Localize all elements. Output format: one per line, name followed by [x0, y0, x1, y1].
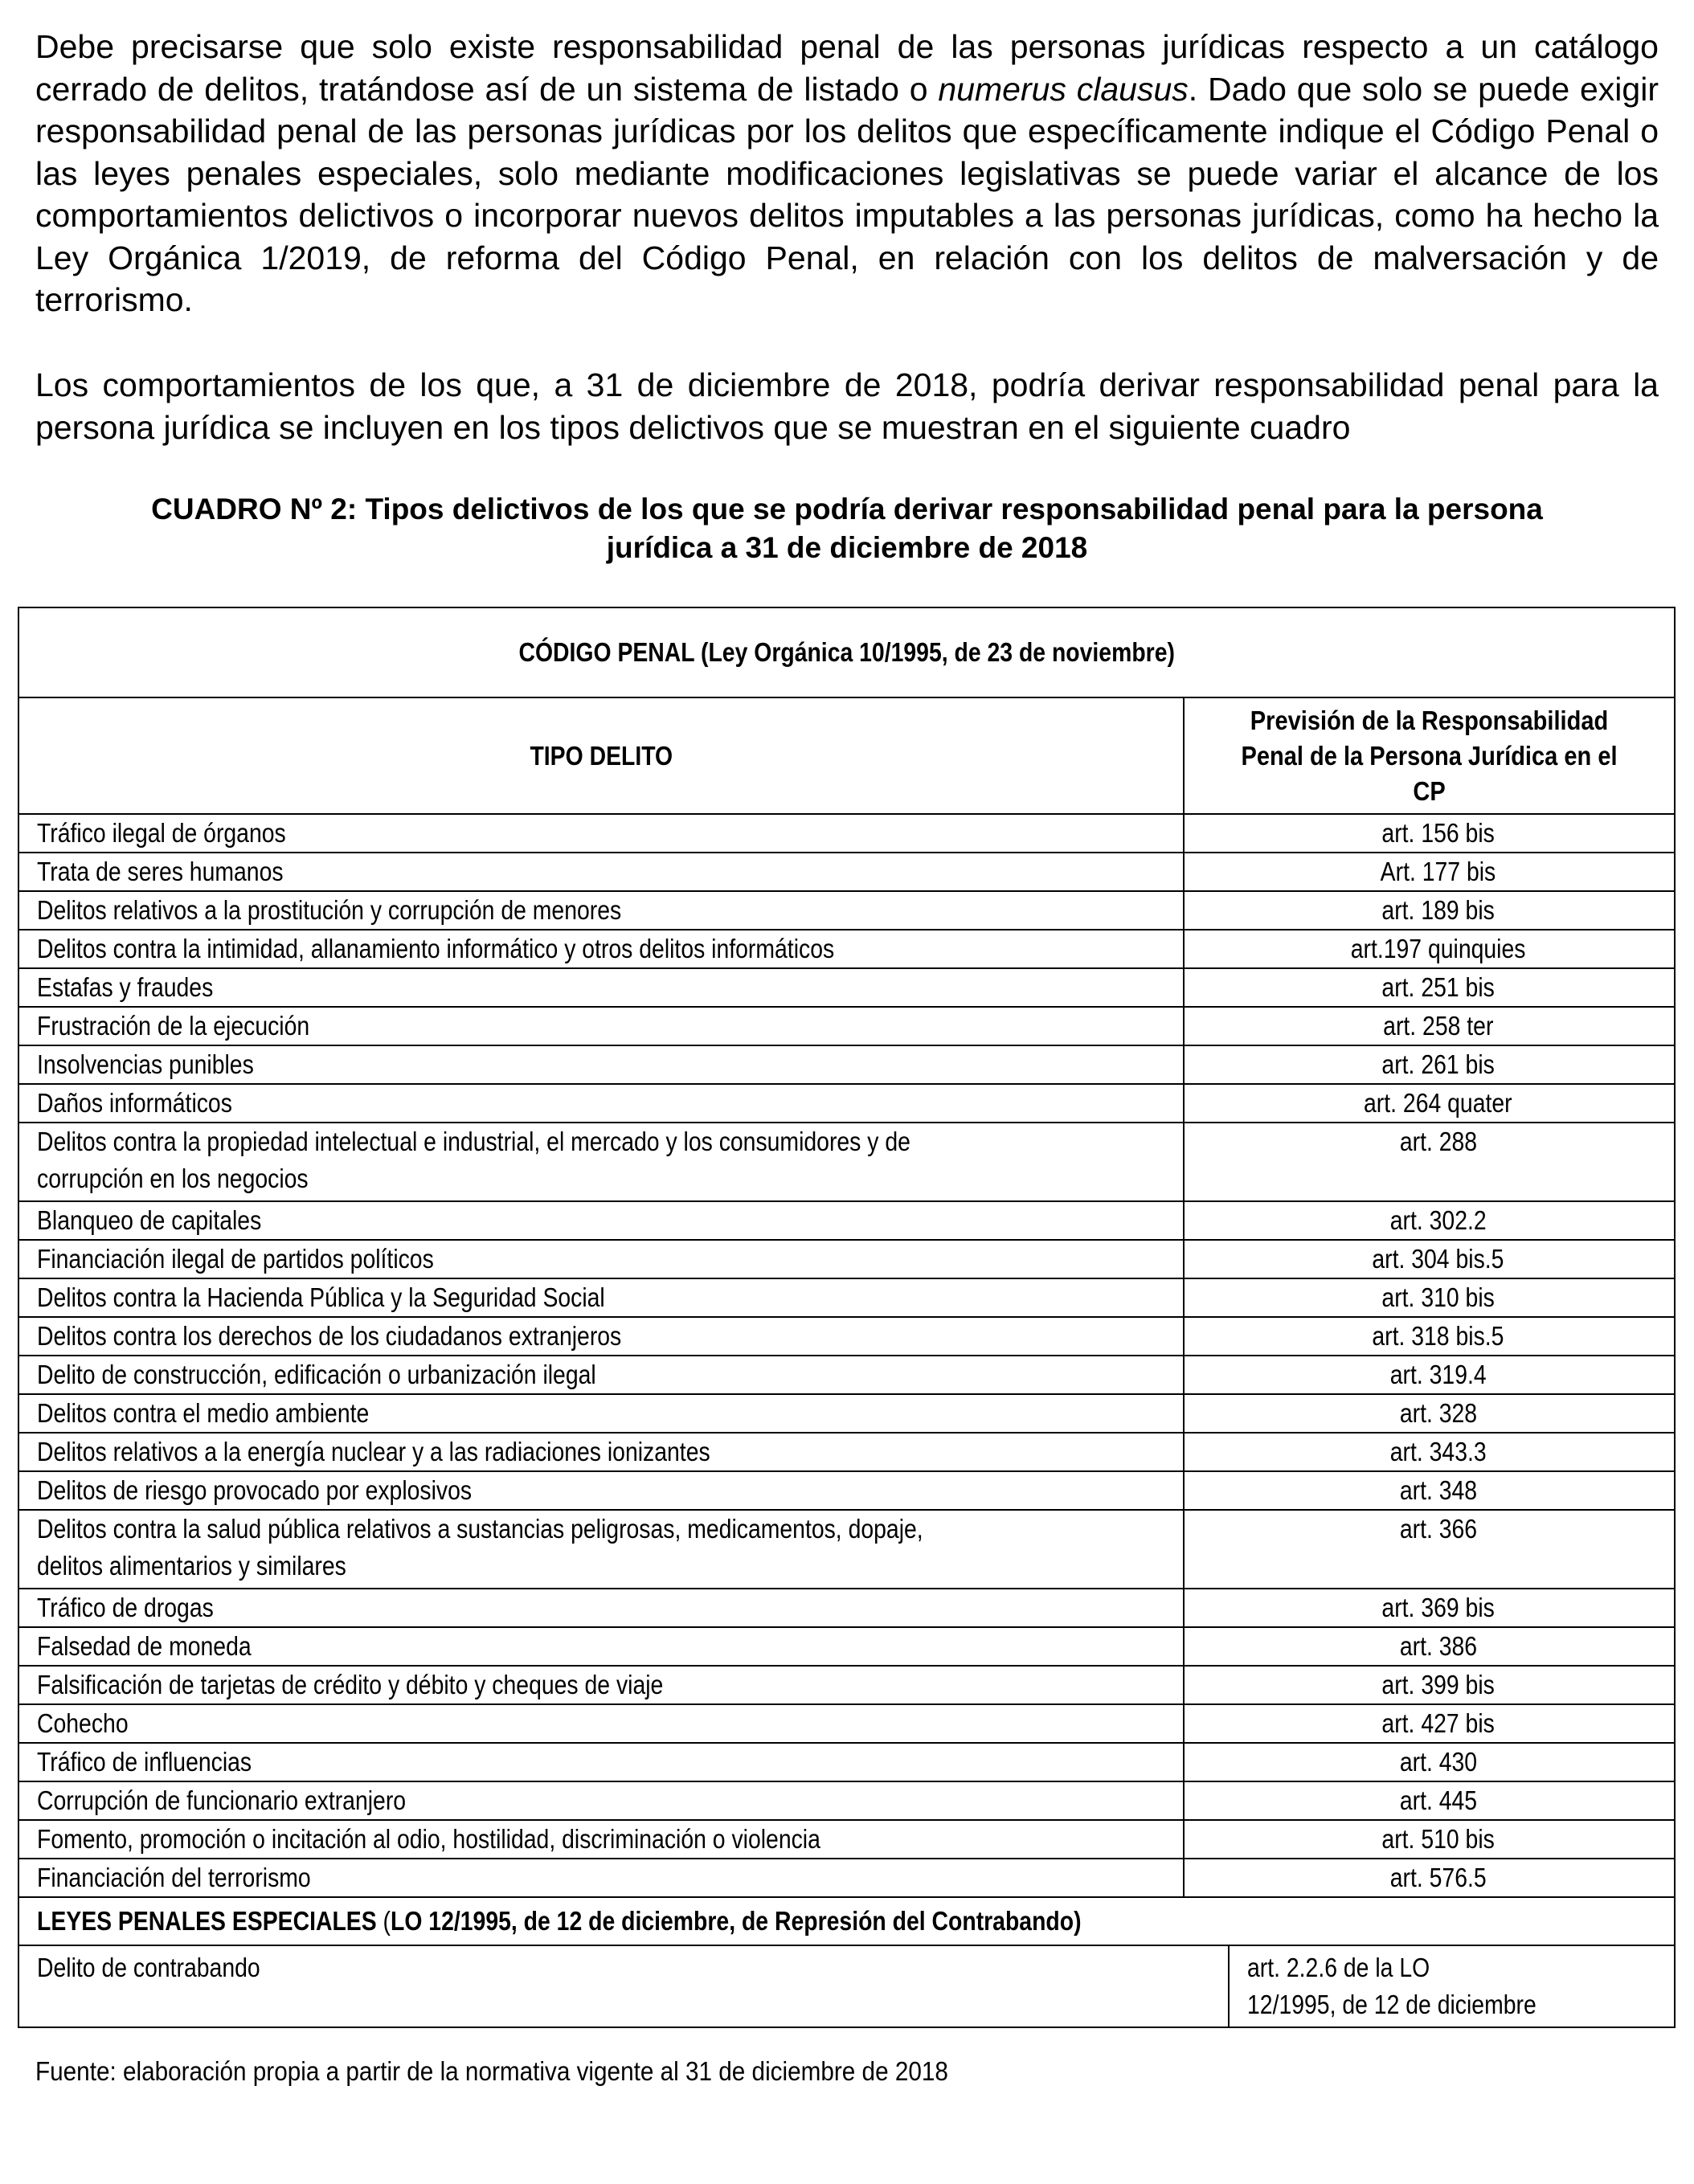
articulo-text: art. 369 bis	[1381, 1593, 1495, 1622]
tipo-delito-text: Delitos relativos a la energía nuclear y a las radiaciones ionizantes	[37, 1437, 710, 1466]
special-laws-bold: LEYES PENALES ESPECIALES	[37, 1906, 377, 1936]
articulo-text: art. 445	[1399, 1785, 1477, 1815]
tipo-delito-cell	[18, 1510, 1184, 1589]
special-laws-heading	[18, 1897, 1675, 1945]
tipo-delito-text: Blanqueo de capitales	[37, 1205, 262, 1235]
tipo-delito-text: Tráfico de influencias	[37, 1747, 252, 1777]
caption-line: jurídica a 31 de diciembre de 2018	[606, 531, 1088, 564]
tipo-delito-text: Delito de construcción, edificación o urbanización ilegal	[37, 1360, 596, 1389]
articulo-cell	[1184, 1045, 1675, 1084]
tipo-delito-text: Delitos contra la Hacienda Pública y la Seguridad Social	[37, 1282, 605, 1312]
header-text: Previsión de la Responsabilidad Penal de la Persona Jurídica en el CP	[1241, 705, 1618, 806]
articulo-cell	[1184, 1240, 1675, 1278]
table-title	[18, 607, 1675, 697]
articulo-text: art. 156 bis	[1381, 818, 1495, 848]
tipo-delito-cell	[18, 968, 1184, 1007]
table-row	[18, 1627, 1675, 1666]
articulo-cell	[1184, 1859, 1675, 1897]
table-row	[18, 1356, 1675, 1394]
table-title-row	[18, 607, 1675, 697]
table-row	[18, 968, 1675, 1007]
table-row	[18, 1471, 1675, 1510]
articulo-cell	[1184, 1433, 1675, 1471]
tipo-delito-text: Estafas y fraudes	[37, 972, 214, 1002]
tipo-delito-text: Daños informáticos	[37, 1088, 232, 1118]
tipo-delito-text: corrupción en los negocios	[37, 1164, 309, 1193]
table-row	[18, 1820, 1675, 1859]
paragraph-text: . Dado que solo se puede exigir responsabilidad penal de las personas jurídicas por los delitos que específicamente indique el Código Penal o las leyes penales especiales, solo mediante modificaciones legislativas se puede variar el alcance de los comportamientos delictivos o incorporar nuevos delitos imputables a las personas jurídicas, como ha hecho la Ley Orgánica 1/2019, de reforma del Código Penal, en relación con los delitos de malversación y de terrorismo.	[35, 70, 1659, 318]
articulo-text: art. 576.5	[1389, 1863, 1487, 1892]
caption-line: CUADRO Nº 2: Tipos delictivos de los que se podría derivar responsabilidad penal para la persona	[151, 493, 1543, 526]
table-row	[18, 1859, 1675, 1897]
tipo-delito-text: Financiación del terrorismo	[37, 1863, 311, 1892]
tipo-delito-cell	[18, 853, 1184, 891]
articulo-cell	[1184, 930, 1675, 968]
header-text: TIPO DELITO	[530, 740, 673, 771]
tipo-delito-text: Tráfico ilegal de órganos	[37, 818, 286, 848]
second-paragraph: Los comportamientos de los que, a 31 de diciembre de 2018, podría derivar responsabilidad penal para la persona jurídica se incluyen en los tipos delictivos que se muestran en el siguiente cuadro	[35, 366, 1659, 446]
articulo-text: art. 399 bis	[1381, 1670, 1495, 1699]
articulo-text: art. 258 ter	[1382, 1011, 1494, 1041]
tipo-delito-text: Trata de seres humanos	[37, 857, 284, 886]
table-row	[18, 1045, 1675, 1084]
tipo-delito-text: Delitos relativos a la prostitución y corrupción de menores	[37, 895, 622, 925]
articulo-text: art. 251 bis	[1381, 972, 1495, 1002]
articulo-text: art. 366	[1399, 1514, 1477, 1544]
special-laws-bold: LO 12/1995, de 12 de diciembre, de Represión del Contrabando)	[391, 1906, 1082, 1936]
articulo-cell	[1184, 1666, 1675, 1704]
source-note	[35, 2053, 1050, 2090]
tipo-delito-text: Cohecho	[37, 1708, 129, 1738]
articulo-cell	[1184, 1007, 1675, 1045]
articulo-cell	[1184, 1084, 1675, 1123]
articulo-text: art. 427 bis	[1381, 1708, 1495, 1738]
articulo-cell	[1184, 1820, 1675, 1859]
tipo-delito-cell	[18, 1471, 1184, 1510]
table-caption	[35, 490, 1659, 567]
articulo-text: art.197 quinquies	[1350, 934, 1526, 963]
tipo-delito-text: delitos alimentarios y similares	[37, 1551, 346, 1581]
tipo-delito-text: Insolvencias punibles	[37, 1049, 254, 1079]
tipo-delito-cell	[18, 1084, 1184, 1123]
contrabando-row	[18, 1945, 1675, 2027]
tipo-delito-text: Corrupción de funcionario extranjero	[37, 1785, 407, 1815]
articulo-cell	[1184, 1201, 1675, 1240]
header-prevision	[1184, 697, 1675, 814]
tipo-delito-cell	[18, 930, 1184, 968]
tipo-delito-cell	[18, 1704, 1184, 1743]
tipo-delito-cell	[18, 1627, 1184, 1666]
table-row	[18, 814, 1675, 853]
tipo-delito-cell	[18, 1589, 1184, 1627]
articulo-text: Art. 177 bis	[1380, 857, 1496, 886]
tipo-delito-text: Fomento, promoción o incitación al odio, hostilidad, discriminación o violencia	[37, 1824, 820, 1854]
articulo-text: art. 510 bis	[1381, 1824, 1495, 1854]
articulo-cell	[1184, 1278, 1675, 1317]
tipo-delito-text: Frustración de la ejecución	[37, 1011, 310, 1041]
tipo-delito-text: Delitos contra la intimidad, allanamiento informático y otros delitos informáticos	[37, 934, 835, 963]
articulo-cell	[1184, 891, 1675, 930]
table-row	[18, 1123, 1675, 1201]
articulo-text: art. 261 bis	[1381, 1049, 1495, 1079]
articulo-text: art. 386	[1399, 1631, 1477, 1661]
special-laws-text	[37, 1903, 1082, 1940]
tipo-delito-cell	[18, 1945, 1229, 2027]
tipo-delito-text: Falsedad de moneda	[37, 1631, 252, 1661]
tipo-delito-text: Delitos contra la propiedad intelectual e industrial, el mercado y los consumidores y de	[37, 1127, 910, 1156]
tipo-delito-text: Delitos de riesgo provocado por explosivos	[37, 1475, 473, 1505]
table-row	[18, 1394, 1675, 1433]
articulo-cell	[1184, 1704, 1675, 1743]
intro-paragraph	[35, 26, 1659, 321]
tipo-delito-cell	[18, 1317, 1184, 1356]
paragraph-text: Debe precisarse que solo existe responsabilidad penal de las personas jurídicas respecto a un catálogo cerrado de delitos, tratándose así de un sistema de listado o	[35, 28, 1659, 108]
table-row	[18, 1781, 1675, 1820]
tipo-delito-text: Financiación ilegal de partidos políticos	[37, 1244, 434, 1274]
tipo-delito-cell	[18, 1356, 1184, 1394]
tipo-delito-cell	[18, 1007, 1184, 1045]
articulo-text: art. 348	[1399, 1475, 1477, 1505]
articulo-text: art. 288	[1399, 1127, 1477, 1156]
tipo-delito-text: Delito de contrabando	[37, 1953, 260, 1982]
table-title-text: CÓDIGO PENAL (Ley Orgánica 10/1995, de 23 de noviembre)	[518, 637, 1175, 667]
tipo-delito-cell	[18, 1201, 1184, 1240]
tipo-delito-text: Delitos contra los derechos de los ciudadanos extranjeros	[37, 1321, 622, 1351]
table-header-row	[18, 697, 1675, 814]
tipo-delito-text: Falsificación de tarjetas de crédito y débito y cheques de viaje	[37, 1670, 664, 1699]
articulo-cell	[1184, 1627, 1675, 1666]
table-row	[18, 853, 1675, 891]
articulo-cell	[1184, 1394, 1675, 1433]
source-text: Fuente: elaboración propia a partir de la normativa vigente al 31 de diciembre de 2018	[35, 2056, 948, 2086]
table-row	[18, 1510, 1675, 1589]
tipo-delito-cell	[18, 1240, 1184, 1278]
tipo-delito-text: Tráfico de drogas	[37, 1593, 214, 1622]
table-row	[18, 1433, 1675, 1471]
articulo-text: art. 310 bis	[1381, 1282, 1495, 1312]
table-row	[18, 1666, 1675, 1704]
tipo-delito-cell	[18, 1278, 1184, 1317]
articulo-text: art. 304 bis.5	[1372, 1244, 1504, 1274]
articulo-cell	[1184, 1781, 1675, 1820]
articulo-cell	[1184, 1589, 1675, 1627]
tipo-delito-cell	[18, 1859, 1184, 1897]
articulo-cell	[1184, 1123, 1675, 1201]
tipo-delito-cell	[18, 1743, 1184, 1781]
tipo-delito-cell	[18, 1781, 1184, 1820]
articulo-text: art. 302.2	[1389, 1205, 1487, 1235]
articulo-text: art. 2.2.6 de la LO	[1247, 1953, 1430, 1982]
table-row	[18, 1278, 1675, 1317]
table-row	[18, 1240, 1675, 1278]
table-row	[18, 1007, 1675, 1045]
table-row	[18, 1704, 1675, 1743]
table-row	[18, 1589, 1675, 1627]
articulo-text: art. 318 bis.5	[1372, 1321, 1504, 1351]
articulo-cell	[1184, 1510, 1675, 1589]
articulo-cell	[1184, 1471, 1675, 1510]
tipo-delito-cell	[18, 1666, 1184, 1704]
articulo-text: art. 430	[1399, 1747, 1477, 1777]
articulo-text: art. 319.4	[1389, 1360, 1487, 1389]
tipo-delito-cell	[18, 891, 1184, 930]
tipo-delito-cell	[18, 1394, 1184, 1433]
articulo-cell	[1184, 853, 1675, 891]
articulo-text: art. 189 bis	[1381, 895, 1495, 925]
articulo-cell	[1184, 1356, 1675, 1394]
table-row	[18, 1743, 1675, 1781]
articulo-text: art. 343.3	[1389, 1437, 1487, 1466]
tipo-delito-cell	[18, 1123, 1184, 1201]
tipo-delito-text: Delitos contra el medio ambiente	[37, 1398, 370, 1428]
special-laws-row	[18, 1897, 1675, 1945]
paragraph-italic-term: numerus clausus	[938, 70, 1189, 108]
table-row	[18, 1084, 1675, 1123]
table-row	[18, 930, 1675, 968]
delitos-table	[18, 607, 1676, 2028]
tipo-delito-cell	[18, 1045, 1184, 1084]
articulo-cell	[1229, 1945, 1675, 2027]
articulo-text: art. 328	[1399, 1398, 1477, 1428]
tipo-delito-cell	[18, 1433, 1184, 1471]
articulo-text: art. 264 quater	[1364, 1088, 1512, 1118]
tipo-delito-text: Delitos contra la salud pública relativos a sustancias peligrosas, medicamentos, dopaje,	[37, 1514, 923, 1544]
header-tipo-delito	[18, 697, 1184, 814]
tipo-delito-cell	[18, 814, 1184, 853]
table-row	[18, 1317, 1675, 1356]
tipo-delito-cell	[18, 1820, 1184, 1859]
special-laws-plain: (	[376, 1906, 391, 1936]
table-row	[18, 1201, 1675, 1240]
articulo-text: 12/1995, de 12 de diciembre	[1247, 1990, 1536, 2019]
table-row	[18, 891, 1675, 930]
articulo-cell	[1184, 968, 1675, 1007]
articulo-cell	[1184, 814, 1675, 853]
articulo-cell	[1184, 1317, 1675, 1356]
articulo-cell	[1184, 1743, 1675, 1781]
